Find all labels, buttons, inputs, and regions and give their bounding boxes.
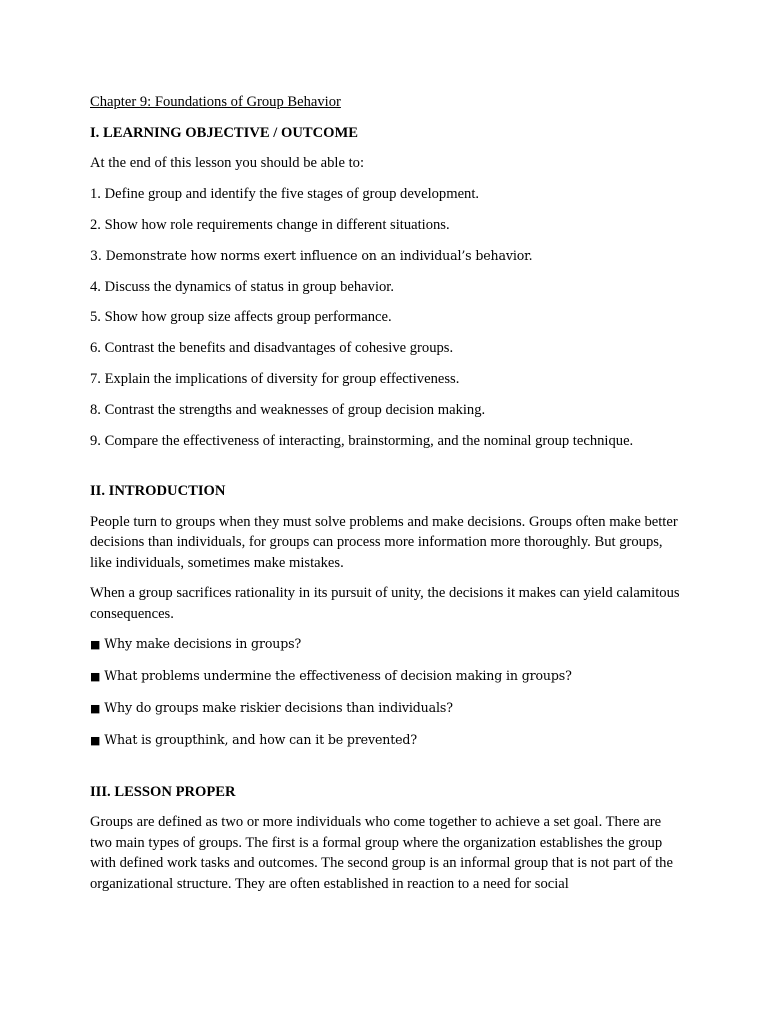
- lesson-paragraph: Groups are defined as two or more individuals who come together to achieve a set goal. There are two main types of groups. The first is a formal group where the organization establishes the group with defined work tasks and outcomes. The second group is an informal group that is not part of the organizational structure. They are often established in reaction to a need for social: [90, 814, 673, 892]
- objective-item: 4. Discuss the dynamics of status in group behavior.: [90, 278, 394, 295]
- objectives-intro: At the end of this lesson you should be able to:: [90, 155, 365, 172]
- objective-item: 5. Show how group size affects group performance.: [90, 309, 392, 326]
- question-text: What problems undermine the effectiveness of decision making in groups?: [104, 668, 572, 684]
- section-heading-learning-objectives: I. LEARNING OBJECTIVE / OUTCOME: [90, 124, 358, 141]
- question-text: Why make decisions in groups?: [104, 636, 302, 652]
- objective-item: 3. Demonstrate how norms exert influence on an individual’s behavior.: [90, 247, 533, 263]
- objectives-list: [90, 184, 680, 451]
- document-page: [90, 92, 680, 904]
- objective-item: 9. Compare the effectiveness of interacting, brainstorming, and the nominal group technique.: [90, 432, 634, 449]
- question-text: Why do groups make riskier decisions than individuals?: [104, 700, 453, 716]
- objective-item: 1. Define group and identify the five stages of group development.: [90, 186, 480, 203]
- bullet-square-icon: ■: [90, 733, 101, 747]
- question-item: [90, 634, 680, 656]
- question-item: [90, 730, 680, 752]
- objective-item: 8. Contrast the strengths and weaknesses of group decision making.: [90, 401, 486, 418]
- bullet-square-icon: ■: [90, 670, 101, 684]
- chapter-title: Chapter 9: Foundations of Group Behavior: [90, 94, 341, 110]
- section-heading-lesson-proper: III. LESSON PROPER: [90, 783, 236, 800]
- intro-paragraph: When a group sacrifices rationality in its pursuit of unity, the decisions it makes can yield calamitous consequences.: [90, 585, 680, 622]
- question-list: [90, 634, 680, 751]
- bullet-square-icon: ■: [90, 702, 101, 716]
- bullet-square-icon: ■: [90, 638, 101, 652]
- section-heading-introduction: II. INTRODUCTION: [90, 483, 226, 500]
- question-item: [90, 698, 680, 720]
- question-item: [90, 666, 680, 688]
- objective-item: 2. Show how role requirements change in different situations.: [90, 217, 450, 234]
- objective-item: 7. Explain the implications of diversity for group effectiveness.: [90, 371, 460, 388]
- question-text: What is groupthink, and how can it be prevented?: [104, 731, 417, 747]
- objective-item: 6. Contrast the benefits and disadvantages of cohesive groups.: [90, 340, 454, 357]
- intro-paragraph: People turn to groups when they must solve problems and make decisions. Groups often make better decisions than individuals, for groups can process more information more thoroughly. But groups, like individuals, sometimes make mistakes.: [90, 513, 678, 571]
